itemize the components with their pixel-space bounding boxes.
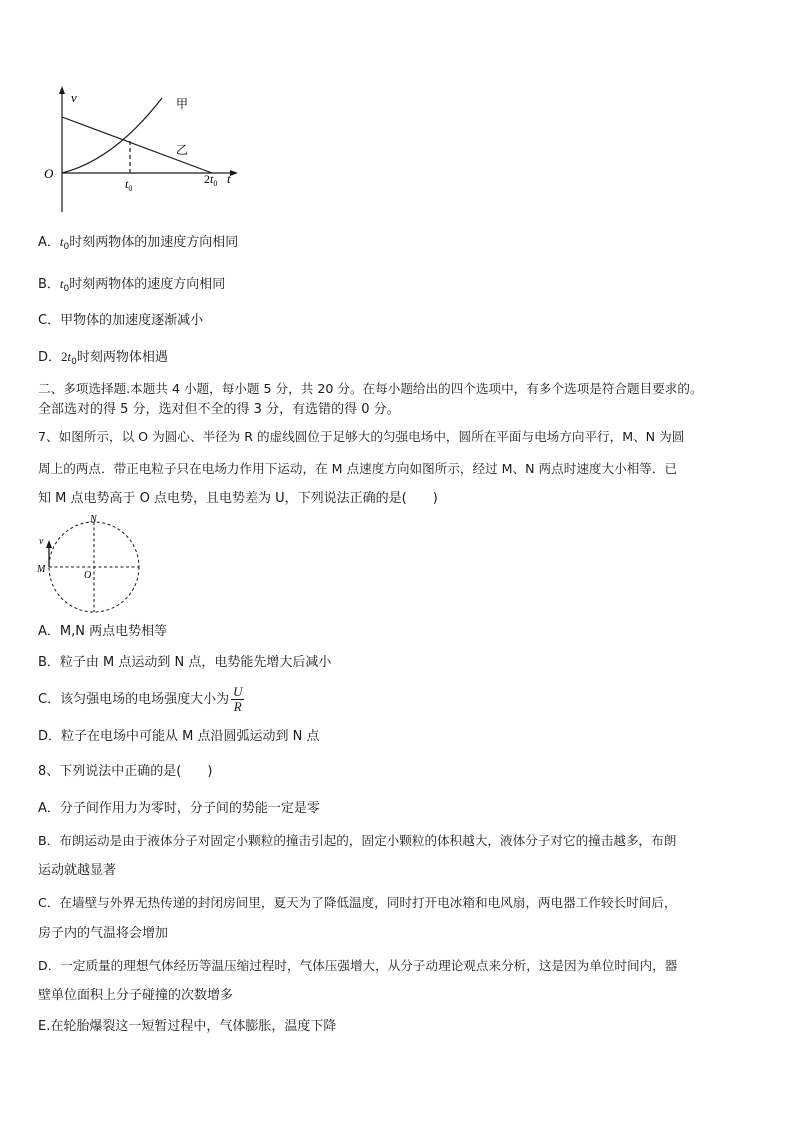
point-n-label: N <box>90 514 97 525</box>
point-m-label: M <box>37 564 46 575</box>
velocity-time-graph <box>38 84 248 218</box>
v-axis-label: v <box>71 90 77 105</box>
q7-option-c: C．该匀强电场的电场强度大小为 $\frac{U}{R}$ <box>38 684 243 714</box>
q8-option-a: A．分子间作用力为零时，分子间的势能一定是零 <box>38 801 320 816</box>
section2-heading-line2: 全部选对的得 5 分，选对但不全的得 3 分，有选错的得 0 分。 <box>38 402 400 417</box>
q8-option-c-line2: 房子内的气温将会增加 <box>38 926 169 941</box>
q6-option-d: D．$2t_0$时刻两物体相遇 <box>38 349 168 367</box>
velocity-v-label: v <box>39 536 44 547</box>
v-axis-arrow <box>59 86 65 94</box>
q6-option-a: A．$t_0$时刻两物体的加速度方向相同 <box>38 234 239 252</box>
t-axis-label: t <box>227 171 231 186</box>
q7-option-b: B．粒子由 M 点运动到 N 点，电势能先增大后减小 <box>38 655 332 670</box>
u-over-r-fraction: $\frac{U}{R}$ <box>233 684 243 714</box>
q7-option-d: D．粒子在电场中可能从 M 点沿圆弧运动到 N 点 <box>38 729 320 744</box>
q8-stem: 8、下列说法中正确的是( ) <box>38 764 213 779</box>
jia-label: 甲 <box>176 97 189 111</box>
q7-stem-line3: 知 M 点电势高于 O 点电势，且电势差为 U，下列说法正确的是( ) <box>38 491 438 506</box>
q7-stem-line2: 周上的两点．带正电粒子只在电场力作用下运动，在 M 点速度方向如图所示，经过 M、N 两点时速度大小相等．已 <box>38 461 678 476</box>
velocity-arrowhead <box>46 540 52 548</box>
q8-option-d-line1: D．一定质量的理想气体经历等温压缩过程时，气体压强增大，从分子动理论观点来分析，这是因为单位时间内，器 <box>38 958 678 973</box>
q6-option-c: C．甲物体的加速度逐渐减小 <box>38 313 204 328</box>
section2-heading-line1: 二、多项选择题.本题共 4 小题，每小题 5 分，共 20 分。在每小题给出的四个选项中，有多个选项是符合题目要求的。 <box>38 381 703 396</box>
q8-option-d-line2: 壁单位面积上分子碰撞的次数增多 <box>38 988 234 1003</box>
q7-stem-line1: 7、如图所示，以 O 为圆心、半径为 R 的虚线圆位于足够大的匀强电场中，圆所在平面与电场方向平行，M、N 为圆 <box>38 429 685 444</box>
yi-label: 乙 <box>176 143 189 157</box>
center-o-label: O <box>84 570 92 581</box>
electric-field-circle-figure <box>34 512 152 618</box>
t-axis-arrow <box>230 170 238 176</box>
origin-label: O <box>44 166 54 181</box>
q8-option-b-line1: B．布朗运动是由于液体分子对固定小颗粒的撞击引起的，固定小颗粒的体积越大，液体分子对它的撞击越多，布朗 <box>38 833 677 848</box>
q8-option-e: E.在轮胎爆裂这一短暂过程中，气体膨胀，温度下降 <box>38 1019 337 1034</box>
q7-option-a: A．M,N 两点电势相等 <box>38 624 168 639</box>
q8-option-b-line2: 运动就越显著 <box>38 863 117 878</box>
t0-tick-label: $t_0$ <box>125 177 133 193</box>
q6-option-b: B．$t_0$时刻两物体的速度方向相同 <box>38 276 226 294</box>
q8-option-c-line1: C．在墙壁与外界无热传递的封闭房间里，夏天为了降低温度，同时打开电冰箱和电风扇，两电器工作较长时间后， <box>38 895 677 910</box>
2t0-tick-label: $2t_0$ <box>204 172 218 188</box>
